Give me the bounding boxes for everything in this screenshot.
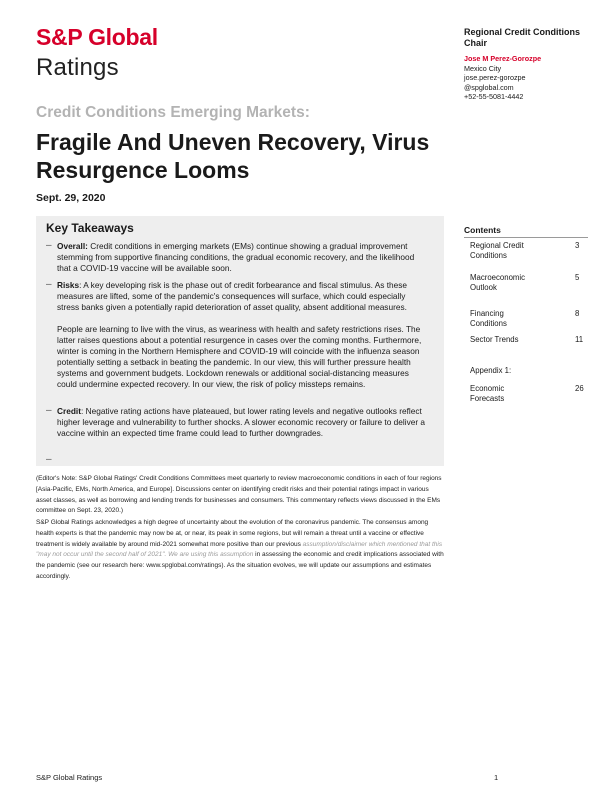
contact-block bbox=[464, 54, 541, 102]
toc-page-number[interactable]: 3 bbox=[575, 241, 580, 250]
report-kicker: Credit Conditions Emerging Markets: bbox=[36, 104, 310, 121]
publication-date: Sept. 29, 2020 bbox=[36, 192, 106, 204]
bullet-marker: – bbox=[46, 240, 52, 251]
contact-name[interactable]: Jose M Perez-Gorozpe bbox=[464, 54, 542, 63]
toc-item-regional-credit-conditions[interactable]: Regional Credit Conditions bbox=[470, 241, 524, 261]
takeaway-credit bbox=[57, 406, 429, 439]
sidebar-heading: Regional Credit Conditions Chair bbox=[464, 27, 580, 48]
bullet-marker: – bbox=[46, 405, 52, 416]
toc-page-number[interactable]: 5 bbox=[575, 273, 580, 282]
bullet-marker: – bbox=[46, 279, 52, 290]
page-number: 1 bbox=[494, 773, 499, 782]
uncertainty-paragraph bbox=[36, 518, 444, 583]
footer-brand: S&P Global Ratings bbox=[36, 773, 103, 782]
contents-divider bbox=[464, 237, 588, 238]
editors-note: (Editor's Note: S&P Global Ratings' Credit Conditions Committees meet quarterly to review macroeconomic conditions in each of four regions [Asia-Pacific, EMs, North America, and Europe]. Discussions center on identifying credit risks and their potential ratings impact in various asset classes, as well as borrowing and lending trends for businesses and consumers. This commentary reflects views discussed in the EMs committee on Sept. 23, 2020.) bbox=[36, 475, 442, 515]
toc-page-number[interactable]: 11 bbox=[575, 335, 584, 344]
contact-email-line1[interactable]: jose.perez-gorozpe bbox=[464, 73, 526, 83]
key-takeaways-title: Key Takeaways bbox=[46, 221, 134, 235]
brand-logo-line1: S&P Global bbox=[36, 24, 158, 50]
takeaway-lead: Overall: bbox=[57, 241, 88, 251]
toc-item-economic-forecasts[interactable]: Economic Forecasts bbox=[470, 384, 505, 404]
takeaway-overall bbox=[57, 241, 429, 274]
takeaway-lead: Risks bbox=[57, 280, 80, 290]
toc-page-number[interactable]: 26 bbox=[575, 384, 584, 393]
takeaway-text: Credit conditions in emerging markets (EMs) continue showing a gradual improvement stemming from supportive financing conditions, the gradual economic recovery, and the likelihood that a COVID-19 vaccine will be available soon. bbox=[57, 241, 415, 274]
toc-page-number[interactable]: 8 bbox=[575, 309, 580, 318]
contact-city: Mexico City bbox=[464, 63, 502, 73]
page-title: Fragile And Uneven Recovery, Virus Resurgence Looms bbox=[36, 129, 430, 183]
takeaway-text: : A key developing risk is the phase out of credit forbearance and fiscal stimulus. As these measures are lifted, some of the pandemic's consequences will surface, which could especially stress banks given a potentially rapid deterioration of asset quality, absent additional measures. bbox=[57, 280, 408, 313]
takeaway-text: : Negative rating actions have plateaued, but lower rating levels and negative outlooks reflect higher leverage and vulnerability to further shocks. A slower economic recovery or failure to deliver a vaccine within an expected time frame could lead to further downgrades. bbox=[57, 406, 426, 439]
takeaway-lead: Credit bbox=[57, 406, 81, 416]
brand-logo-line2: Ratings bbox=[36, 54, 119, 81]
faded-disclaimer-text: assumption/disclaimer which mentioned that this "may not occur until the second half of 2021". We are using this assumption bbox=[36, 540, 443, 559]
contents-title: Contents bbox=[464, 225, 501, 235]
takeaway-risks-continued: People are learning to live with the virus, as weariness with health and safety restrictions rises. The latter raises questions about a potential resurgence in cases over the coming months. Furthermore, winter is coming in the Northern Hemisphere and COVID-19 will coincide with the influenza season potentially setting a setback in beating the pandemic. In our view, this will further pressure health systems and government budgets. Lockdown renewals or additional social-distancing measures could undermine expected recovery. In our view, the risk of policy missteps remains. bbox=[57, 324, 422, 390]
contact-email-line2[interactable]: @spglobal.com bbox=[464, 82, 514, 92]
toc-item-sector-trends[interactable]: Sector Trends bbox=[470, 335, 519, 344]
takeaway-risks bbox=[57, 280, 429, 313]
toc-item-appendix-1[interactable]: Appendix 1: bbox=[470, 366, 512, 375]
paragraph-text-end: in assessing the economic and credit implications associated with the pandemic (see our research here: www.spglobal.com/ratings). As the situation evolves, we will update our assumptions and estimates accordingly. bbox=[36, 551, 444, 580]
toc-item-macroeconomic-outlook[interactable]: Macroeconomic Outlook bbox=[470, 273, 526, 293]
toc-item-financing-conditions[interactable]: Financing Conditions bbox=[470, 309, 507, 329]
contact-phone: +52-55-5081-4442 bbox=[464, 92, 524, 102]
bullet-marker-empty: – bbox=[46, 454, 52, 465]
paragraph-text: S&P Global Ratings acknowledges a high degree of uncertainty about the evolution of the coronavirus pandemic. The consensus among health experts is that the pandemic may now be at, or near, its peak in some regions, but will remain a threat until a vaccine or effective treatment is widely available by around mid-2021 somewhat more positive than our previous bbox=[36, 519, 429, 548]
